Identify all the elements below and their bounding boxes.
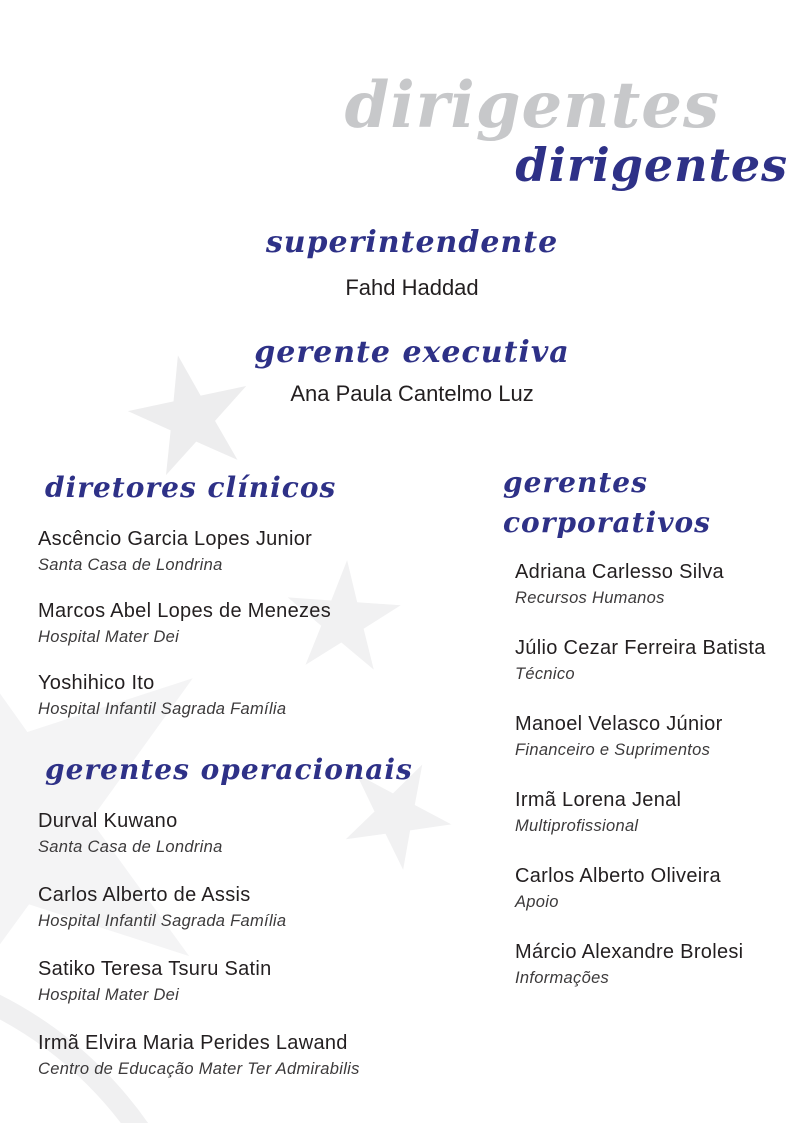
person-name: Carlos Alberto Oliveira	[515, 865, 721, 887]
person-name: Durval Kuwano	[38, 810, 178, 832]
section-title-gerentes-operacionais: gerentes operacionais	[45, 753, 413, 786]
person-department: Recursos Humanos	[515, 589, 665, 607]
role-gerente-executiva: gerente executiva	[254, 335, 570, 370]
list-item	[515, 559, 791, 611]
person-department: Técnico	[515, 665, 575, 683]
gerentes-corporativos-list	[503, 559, 791, 991]
diretores-clinicos-list	[38, 526, 478, 722]
page-title-ghost: dirigentes	[344, 68, 720, 143]
person-name: Ascêncio Garcia Lopes Junior	[38, 528, 313, 550]
list-item	[38, 1030, 478, 1082]
list-item	[515, 711, 791, 763]
list-item	[515, 635, 791, 687]
list-item	[38, 882, 478, 934]
section-title-diretores-clinicos: diretores clínicos	[45, 471, 337, 504]
person-organization: Santa Casa de Londrina	[38, 556, 223, 574]
section-diretores-clinicos	[38, 468, 478, 722]
superintendente-name: Fahd Haddad	[345, 275, 479, 300]
person-department: Apoio	[515, 893, 559, 911]
gerente-executiva-name: Ana Paula Cantelmo Luz	[290, 381, 534, 406]
list-item	[38, 598, 478, 650]
person-name: Júlio Cezar Ferreira Batista	[515, 637, 766, 659]
person-organization: Hospital Mater Dei	[38, 628, 180, 646]
person-name: Irmã Lorena Jenal	[515, 789, 682, 811]
person-department: Financeiro e Suprimentos	[515, 741, 711, 759]
person-organization: Hospital Mater Dei	[38, 986, 180, 1004]
list-item	[38, 956, 478, 1008]
person-name: Adriana Carlesso Silva	[515, 561, 724, 583]
person-organization: Centro de Educação Mater Ter Admirabilis	[38, 1060, 360, 1078]
person-organization: Hospital Infantil Sagrada Família	[38, 700, 287, 718]
person-name: Yoshihico Ito	[38, 672, 155, 694]
leadership-block	[15, 224, 794, 408]
list-item	[38, 670, 478, 722]
person-organization: Santa Casa de Londrina	[38, 838, 223, 856]
person-name: Carlos Alberto de Assis	[38, 884, 251, 906]
role-superintendente: superintendente	[265, 225, 559, 260]
section-gerentes-corporativos	[503, 463, 791, 991]
page-title: dirigentes	[515, 138, 788, 192]
right-column	[503, 463, 791, 1015]
list-item	[515, 939, 791, 991]
person-organization: Hospital Infantil Sagrada Família	[38, 912, 287, 930]
person-department: Informações	[515, 969, 610, 987]
gerentes-operacionais-list	[38, 808, 478, 1082]
list-item	[38, 526, 478, 578]
person-name: Irmã Elvira Maria Perides Lawand	[38, 1032, 348, 1054]
section-gerentes-operacionais	[38, 750, 478, 1082]
person-name: Marcos Abel Lopes de Menezes	[38, 600, 332, 622]
section-title-gerentes-corporativos: gerentes corporativos	[503, 466, 711, 539]
person-name: Manoel Velasco Júnior	[515, 713, 723, 735]
list-item	[515, 787, 791, 839]
person-name: Satiko Teresa Tsuru Satin	[38, 958, 272, 980]
list-item	[38, 808, 478, 860]
left-column	[38, 468, 478, 1104]
person-department: Multiprofissional	[515, 817, 639, 835]
person-name: Márcio Alexandre Brolesi	[515, 941, 744, 963]
list-item	[515, 863, 791, 915]
